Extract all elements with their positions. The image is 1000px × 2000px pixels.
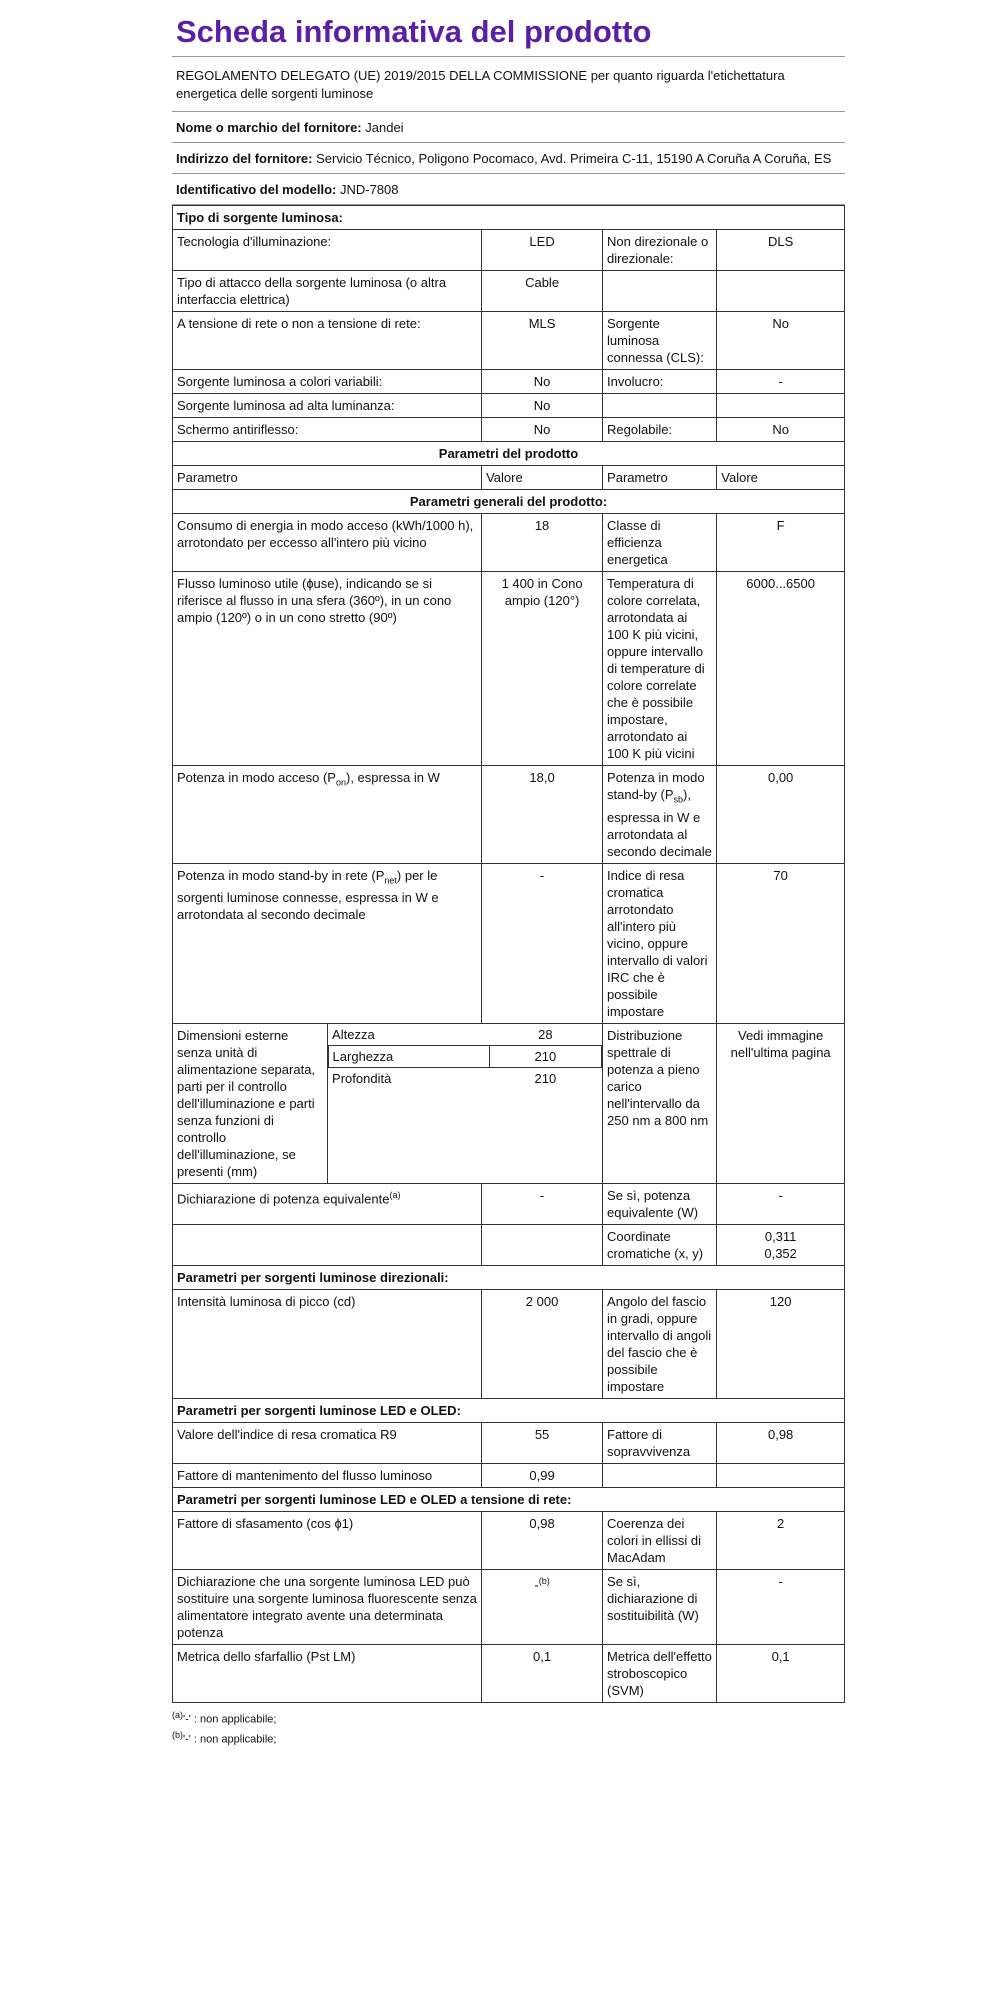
table-row (173, 418, 845, 442)
flicker-label: Metrica dello sfarfallio (Pst LM) (173, 1644, 482, 1702)
type-value (717, 271, 845, 312)
dimensions-cell (327, 1023, 603, 1183)
flux-label: Flusso luminoso utile (ɸuse), indicando se si riferisce al flusso in una sfera (360º), in un cono ampio (120º) o in un cono stretto (90º) (173, 572, 482, 766)
replacement-power-label: Se sì, dichiarazione di sostituibilità (W) (603, 1569, 717, 1644)
table-row (173, 1023, 845, 1183)
type-label (603, 271, 717, 312)
color-temp-label: Temperatura di colore correlata, arrotondata ai 100 K più vicini, oppure intervallo di temperature di colore correlate che è possibile impostare, arrotondato ai 100 K più vicini (603, 572, 717, 766)
model-line (172, 174, 845, 205)
type-value (717, 394, 845, 418)
flux-value: 1 400 in Cono ampio (120°) (482, 572, 603, 766)
address-label: Indirizzo del fornitore: (176, 151, 313, 166)
table-row (173, 1463, 845, 1487)
type-label: Tipo di attacco della sorgente luminosa (o altra interfaccia elettrica) (173, 271, 482, 312)
type-label: Sorgente luminosa a colori variabili: (173, 370, 482, 394)
type-value: DLS (717, 230, 845, 271)
peak-intensity-value: 2 000 (482, 1289, 603, 1398)
table-row (173, 230, 845, 271)
type-label: Tecnologia d'illuminazione: (173, 230, 482, 271)
table-row (173, 572, 845, 766)
type-value: No (482, 370, 603, 394)
type-label: Non direzionale o direzionale: (603, 230, 717, 271)
supplier-line (172, 112, 845, 143)
regulation-text: REGOLAMENTO DELEGATO (UE) 2019/2015 DELLA COMMISSIONE per quanto riguarda l'etichettatura energetica delle sorgenti luminose (172, 57, 845, 112)
chromaticity-label: Coordinate cromatiche (x, y) (603, 1224, 717, 1265)
footnotes (172, 1707, 845, 1748)
type-header: Tipo di sorgente luminosa: (173, 206, 845, 230)
type-value: - (717, 370, 845, 394)
params-title: Parametri del prodotto (173, 442, 845, 466)
dim-key: Altezza (332, 1026, 375, 1042)
replacement-decl-value: -$^{(b)}$ (482, 1569, 603, 1644)
type-value: No (717, 312, 845, 370)
supplier-label: Nome o marchio del fornitore: (176, 120, 362, 135)
table-row (173, 1422, 845, 1463)
product-table (172, 205, 845, 1703)
general-title: Parametri generali del prodotto: (173, 490, 845, 514)
type-label: Sorgente luminosa connessa (CLS): (603, 312, 717, 370)
table-row (173, 1569, 845, 1644)
supplier-value: Jandei (365, 120, 404, 135)
beam-angle-label: Angolo del fascio in gradi, oppure intervallo di angoli del fascio che è possibile impostare (603, 1289, 717, 1398)
type-label: Schermo antiriflesso: (173, 418, 482, 442)
r9-value: 55 (482, 1422, 603, 1463)
type-label (603, 394, 717, 418)
macadam-label: Coerenza dei colori in ellissi di MacAdam (603, 1511, 717, 1569)
displacement-factor-value: 0,98 (482, 1511, 603, 1569)
network-standby-label: Potenza in modo stand-by in rete $(P_{net})$ per le sorgenti luminose connesse, espressa in W e arrotondata al secondo decimale (173, 863, 482, 1023)
type-value: No (482, 394, 603, 418)
type-value: MLS (482, 312, 603, 370)
directional-title: Parametri per sorgenti luminose direzionali: (173, 1265, 845, 1289)
table-row (173, 1289, 845, 1398)
empty-cell (603, 1463, 717, 1487)
type-value: Cable (482, 271, 603, 312)
table-row (173, 370, 845, 394)
table-row (173, 271, 845, 312)
table-row (173, 1183, 845, 1224)
r9-label: Valore dell'indice di resa cromatica R9 (173, 1422, 482, 1463)
address-value: Servicio Técnico, Poligono Pocomaco, Avd. Primeira C-11, 15190 A Coruña A Coruña, ES (316, 151, 832, 166)
col-param: Parametro (603, 466, 717, 490)
type-label: Regolabile: (603, 418, 717, 442)
table-row (173, 394, 845, 418)
cri-value: 70 (717, 863, 845, 1023)
table-row (173, 514, 845, 572)
equivalent-power-decl-label: Dichiarazione di potenza equivalente$^{(a)}$ (173, 1183, 482, 1224)
beam-angle-value: 120 (717, 1289, 845, 1398)
model-value: JND-7808 (339, 182, 399, 197)
dim-key: Profondità (332, 1070, 392, 1086)
type-label: Involucro: (603, 370, 717, 394)
stroboscopic-value: 0,1 (717, 1644, 845, 1702)
footnote-a: $^{(a)}$'-' : non applicabile; (172, 1709, 277, 1726)
table-row (173, 863, 845, 1023)
chromaticity-value: 0,311 0,352 (717, 1224, 845, 1265)
empty-cell (482, 1224, 603, 1265)
dim-key: Larghezza (328, 1045, 489, 1067)
empty-cell (173, 1224, 482, 1265)
displacement-factor-label: Fattore di sfasamento (cos ɸ1) (173, 1511, 482, 1569)
table-row (173, 1224, 845, 1265)
equivalent-power-value: - (717, 1183, 845, 1224)
survival-value: 0,98 (717, 1422, 845, 1463)
flicker-value: 0,1 (482, 1644, 603, 1702)
color-temp-value: 6000...6500 (717, 572, 845, 766)
standby-value: 0,00 (717, 766, 845, 864)
equivalent-power-label: Se sì, potenza equivalente (W) (603, 1183, 717, 1224)
page-title: Scheda informativa del prodotto (172, 14, 845, 57)
type-label: Sorgente luminosa ad alta luminanza: (173, 394, 482, 418)
spectrum-value: Vedi immagine nell'ultima pagina (717, 1023, 845, 1183)
spectrum-label: Distribuzione spettrale di potenza a pieno carico nell'intervallo da 250 nm a 800 nm (603, 1023, 717, 1183)
type-label: A tensione di rete o non a tensione di rete: (173, 312, 482, 370)
network-standby-value: - (482, 863, 603, 1023)
dim-value: 210 (534, 1070, 557, 1086)
efficiency-class-value: F (717, 514, 845, 572)
dimensions-label: Dimensioni esterne senza unità di alimentazione separata, parti per il controllo dell'illuminazione e parti senza funzioni di controllo dell'illuminazione, se presenti (mm) (173, 1023, 328, 1183)
column-header-row (173, 466, 845, 490)
equivalent-power-decl-value: - (482, 1183, 603, 1224)
address-line (172, 143, 845, 174)
footnote-b: $^{(b)}$'-' : non applicabile; (172, 1730, 277, 1746)
col-value: Valore (482, 466, 603, 490)
maintenance-label: Fattore di mantenimento del flusso luminoso (173, 1463, 482, 1487)
mains-title: Parametri per sorgenti luminose LED e OLED a tensione di rete: (173, 1487, 845, 1511)
macadam-value: 2 (717, 1511, 845, 1569)
model-label: Identificativo del modello: (176, 182, 337, 197)
replacement-decl-label: Dichiarazione che una sorgente luminosa LED può sostituire una sorgente luminosa fluorescente senza alimentatore integrato avente una determinata potenza (173, 1569, 482, 1644)
dim-value: 28 (538, 1026, 553, 1042)
table-row (173, 1644, 845, 1702)
led-title: Parametri per sorgenti luminose LED e OLED: (173, 1398, 845, 1422)
table-row (173, 1511, 845, 1569)
power-on-label: Potenza in modo acceso $(P_{on})$, espressa in W (173, 766, 482, 864)
efficiency-class-label: Classe di efficienza energetica (603, 514, 717, 572)
type-value: LED (482, 230, 603, 271)
col-param: Parametro (173, 466, 482, 490)
maintenance-value: 0,99 (482, 1463, 603, 1487)
consumption-value: 18 (482, 514, 603, 572)
empty-cell (717, 1463, 845, 1487)
standby-label: Potenza in modo stand-by $(P_{sb})$, espressa in W e arrotondata al secondo decimale (603, 766, 717, 864)
table-row (173, 766, 845, 864)
product-information-sheet (172, 14, 845, 1748)
survival-label: Fattore di sopravvivenza (603, 1422, 717, 1463)
stroboscopic-label: Metrica dell'effetto stroboscopico (SVM) (603, 1644, 717, 1702)
type-value: No (717, 418, 845, 442)
power-on-value: 18,0 (482, 766, 603, 864)
col-value: Valore (717, 466, 845, 490)
table-row (173, 312, 845, 370)
dim-value: 210 (489, 1045, 601, 1067)
peak-intensity-label: Intensità luminosa di picco (cd) (173, 1289, 482, 1398)
consumption-label: Consumo di energia in modo acceso (kWh/1000 h), arrotondato per eccesso all'intero più vicino (173, 514, 482, 572)
type-value: No (482, 418, 603, 442)
replacement-power-value: - (717, 1569, 845, 1644)
cri-label: Indice di resa cromatica arrotondato all'intero più vicino, oppure intervallo di valori IRC che è possibile impostare (603, 863, 717, 1023)
